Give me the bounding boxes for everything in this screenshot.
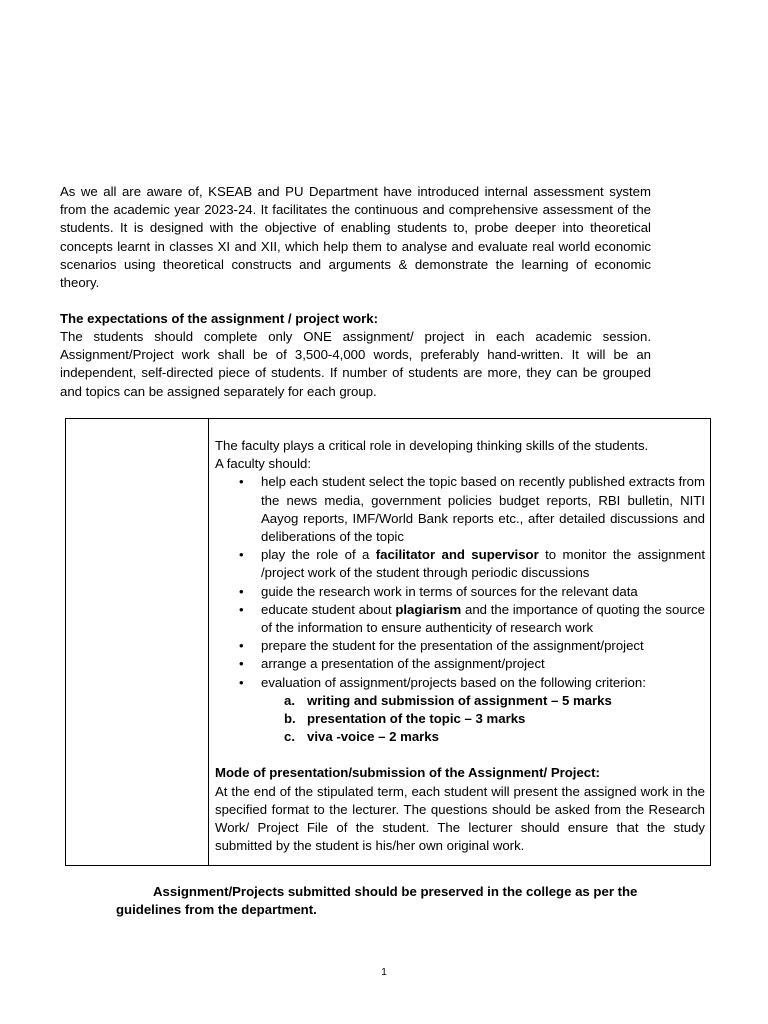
list-item [215, 583, 705, 601]
faculty-role-cell [215, 437, 705, 855]
duty-emphasis: facilitator and supervisor [375, 547, 539, 563]
bullet-icon: • [239, 638, 244, 654]
duty-text: educate student about [261, 601, 396, 617]
mode-paragraph: At the end of the stipulated term, each student will present the assigned work in the specified format to the lecturer. The questions should be asked from the Research Work/ Project File of the student. The lecturer should ensure that the study submitted by the student is his/her own original work. [215, 783, 705, 854]
evaluation-criteria-list [215, 692, 705, 747]
duty-text: play the role of a [261, 547, 376, 563]
criteria-text: presentation of the topic – 3 marks [307, 711, 526, 727]
bullet-icon: • [239, 674, 244, 690]
mode-heading: Mode of presentation/submission of the Assignment/ Project: [215, 765, 600, 781]
faculty-role-table [65, 418, 711, 866]
bullet-icon: • [239, 583, 244, 599]
criteria-marker: a. [284, 692, 295, 708]
list-item [215, 692, 705, 710]
table-column-divider [208, 419, 209, 865]
intro-paragraph: As we all are aware of, KSEAB and PU Department have introduced internal assessment system from the academic year 2023-24. It facilitates the continuous and comprehensive assessment of the students. It is designed with the objective of enabling students to, probe deeper into theoretical concepts learnt in classes XI and XII, which help them to analyse and evaluate real world economic scenarios using theoretical constructs and arguments & demonstrate the learning of economic theory. [60, 184, 651, 291]
footer-note: Assignment/Projects submitted should be preserved in the college as per the guidelines from the department. [116, 884, 638, 918]
duty-text: help each student select the topic based on recently published extracts from the news media, government policies budget reports, RBI bulletin, NITI Aayog reports, IMF/World Bank reports etc., after detailed discussions and deliberations of the topic [261, 474, 705, 545]
page-number: 1 [381, 967, 387, 978]
criteria-text: writing and submission of assignment – 5 marks [307, 692, 612, 708]
list-item [215, 473, 705, 546]
duty-text: to monitor the assignment /project work of the student through periodic discussions [261, 547, 706, 581]
list-item [215, 546, 705, 582]
bullet-icon: • [239, 601, 244, 617]
spacer [215, 746, 705, 764]
duty-text: prepare the student for the presentation of the assignment/project [261, 638, 644, 654]
list-item [215, 710, 705, 728]
expectations-heading: The expectations of the assignment / project work: [60, 311, 379, 326]
expectations-paragraph: The students should complete only ONE assignment/ project in each academic session. Assignment/Project work shall be of 3,500-4,000 words, preferably hand-written. It will be an independent, self-directed piece of students. If number of students are more, they can be grouped and topics can be assigned separately for each group. [60, 329, 651, 399]
list-item [215, 674, 705, 692]
list-item [215, 655, 705, 673]
faculty-should-line: A faculty should: [215, 456, 312, 472]
duty-text: evaluation of assignment/projects based on the following criterion: [261, 674, 646, 690]
list-item [215, 637, 705, 655]
duty-text: and the importance of quoting the source of the information to ensure authenticity of research work [261, 601, 705, 636]
criteria-marker: b. [284, 711, 296, 727]
list-item [215, 601, 705, 637]
faculty-intro-line: The faculty plays a critical role in developing thinking skills of the students. [215, 438, 649, 453]
duty-text: arrange a presentation of the assignment/project [261, 656, 545, 672]
faculty-duties-list [215, 473, 705, 691]
criteria-text: viva -voice – 2 marks [307, 729, 439, 745]
duty-text: guide the research work in terms of sources for the relevant data [261, 583, 638, 599]
duty-emphasis: plagiarism [395, 601, 462, 617]
list-item [215, 728, 705, 746]
bullet-icon: • [239, 474, 244, 490]
criteria-marker: c. [284, 729, 295, 745]
bullet-icon: • [239, 547, 244, 563]
bullet-icon: • [239, 656, 244, 672]
